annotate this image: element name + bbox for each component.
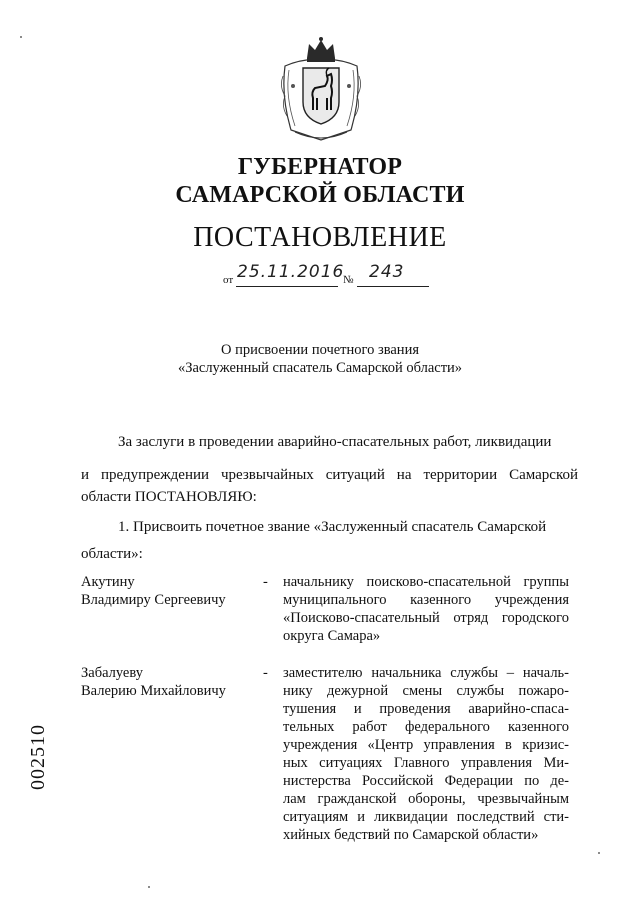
awardee-2-position-line: нистерства Российской Федерации по де- xyxy=(283,773,569,789)
intro-line3: области ПОСТАНОВЛЯЮ: xyxy=(81,489,257,505)
awardee-1-position-line: округа Самара» xyxy=(283,628,381,644)
date-prefix: от xyxy=(223,274,234,286)
awardee-1-position-line: муниципального казенного учреждения xyxy=(283,592,569,608)
awardee-2-surname: Забалуеву xyxy=(81,665,143,681)
subject-line2: «Заслуженный спасатель Самарской области» xyxy=(177,360,463,376)
scan-speck xyxy=(598,852,600,854)
awardee-2-position-line: ных ситуациях Главного управления Ми- xyxy=(283,755,569,771)
awardee-2-position-line: ситуациям и ликвидации последствий сти- xyxy=(283,809,569,825)
number-prefix: № xyxy=(343,274,354,286)
document-type-heading: ПОСТАНОВЛЕНИЕ xyxy=(193,222,447,253)
awardee-1-position-line: «Поисково-спасательный отряд городского xyxy=(283,610,569,626)
awardee-1-given-names: Владимиру Сергеевичу xyxy=(81,592,226,608)
scan-speck xyxy=(148,886,150,888)
item1-line2: области»: xyxy=(81,546,143,562)
awardee-1-surname: Акутину xyxy=(81,574,135,590)
awardee-2-position-line: заместителю начальника службы – началь- xyxy=(283,665,569,681)
intro-line1: За заслуги в проведении аварийно-спасательных работ, ликвидации xyxy=(118,434,552,450)
awardee-2-position xyxy=(283,664,569,844)
number-underline xyxy=(357,286,429,287)
awardee-2-position-line: тушения и проведения аварийно-спаса- xyxy=(283,701,569,717)
handwritten-number: 243 xyxy=(369,262,405,282)
awardee-1-dash: - xyxy=(263,574,268,590)
subject-line1: О присвоении почетного звания xyxy=(221,342,419,358)
awardee-1-position xyxy=(283,573,569,645)
item1-line1: 1. Присвоить почетное звание «Заслуженный спасатель Самарской xyxy=(118,519,547,535)
intro-line2: и предупреждении чрезвычайных ситуаций на территории Самарской xyxy=(81,467,578,483)
awardee-2-dash: - xyxy=(263,665,268,681)
awardee-2-position-line: хийных бедствий по Самарской области» xyxy=(283,827,539,843)
samara-coat-of-arms-icon xyxy=(279,36,363,142)
issuer-title-line2: САМАРСКОЙ ОБЛАСТИ xyxy=(175,182,465,208)
awardee-2-position-line: нику дежурной смены службы пожаро- xyxy=(283,683,569,699)
awardee-2-position-line: лам гражданской обороны, чрезвычайным xyxy=(283,791,569,807)
awardee-2-given-names: Валерию Михайловичу xyxy=(81,683,226,699)
date-number-line xyxy=(223,262,443,288)
margin-serial-stamp: 002510 xyxy=(27,724,49,790)
scan-speck xyxy=(20,36,22,38)
awardee-2-position-line: учреждения «Центр управления в кризис- xyxy=(283,737,569,753)
awardee-1-position-line: начальнику поисково-спасательной группы xyxy=(283,574,569,590)
date-underline xyxy=(236,286,338,287)
issuer-title-line1: ГУБЕРНАТОР xyxy=(237,154,403,180)
awardee-2-position-line: тельных работ федерального казенного xyxy=(283,719,569,735)
handwritten-date: 25.11.2016 xyxy=(237,262,345,282)
